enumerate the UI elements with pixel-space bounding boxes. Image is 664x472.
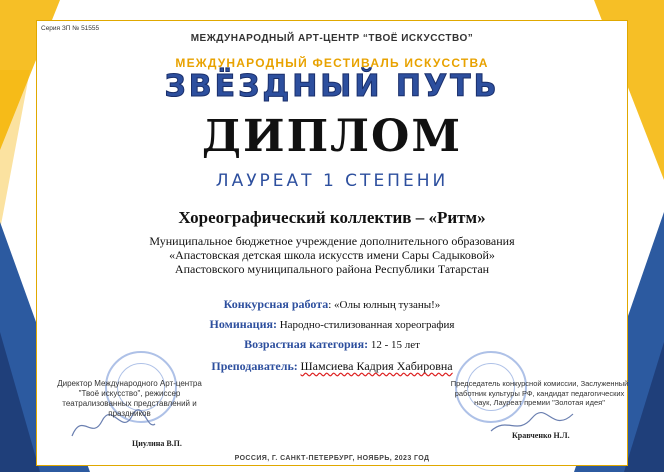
institution-line-2: «Апастовская детская школа искусств имени Сары Садыковой» (169, 248, 495, 262)
serial-number: Серия ЗП № 51555 (41, 25, 100, 32)
nomination-label: Номинация: (209, 317, 277, 331)
document-type-title: ДИПЛОМ (201, 111, 463, 162)
age-label: Возрастная категория: (244, 337, 369, 351)
collective-name: Хореографический коллектив – «Ритм» (178, 208, 486, 227)
teacher-label: Преподаватель: (211, 359, 298, 373)
institution-block (37, 234, 627, 276)
signature-left-title: Директор Международного Арт-центра "Твоё искусство", режиссер театрализованных представлений и праздников (57, 379, 202, 418)
organization-title: МЕЖДУНАРОДНЫЙ АРТ-ЦЕНТР “ТВОЁ ИСКУССТВО” (190, 33, 474, 44)
festival-name: ЗВЁЗДНЫЙ ПУТЬ (164, 69, 500, 104)
footer-location-date: РОССИЯ, Г. САНКТ-ПЕТЕРБУРГ, НОЯБРЬ, 2023 ГОД (234, 455, 430, 462)
decor-corner-bottom-left-dark (0, 332, 40, 472)
institution-line-3: Апастовского муниципального района Республики Татарстан (174, 262, 490, 276)
signature-left-name: Циулина В.П. (132, 439, 182, 448)
age-value: 12 - 15 лет (370, 339, 420, 351)
teacher-value: Шамсиева Кадрия Хабировна (300, 359, 453, 373)
work-value: : «Олы юлның тузаны!» (328, 299, 441, 311)
festival-subtitle: МЕЖДУНАРОДНЫЙ ФЕСТИВАЛЬ ИСКУССТВА (175, 56, 489, 70)
nomination-value: Народно-стилизованная хореография (279, 319, 455, 331)
nomination-row (37, 317, 627, 332)
work-row (37, 297, 627, 312)
award-title: ЛАУРЕАТ 1 СТЕПЕНИ (215, 171, 449, 191)
signature-right-title: Председатель конкурсной комиссии, Заслуженный работник культуры РФ, кандидат педагогических наук, Лауреат премии "Золотая идея" (450, 379, 629, 407)
diploma-frame (36, 20, 628, 466)
institution-line-1: Муниципальное бюджетное учреждение дополнительного образования (149, 234, 515, 248)
work-label: Конкурсная работа (223, 297, 329, 311)
signature-right-name: Кравченко Н.Л. (512, 431, 570, 440)
age-row (37, 337, 627, 352)
